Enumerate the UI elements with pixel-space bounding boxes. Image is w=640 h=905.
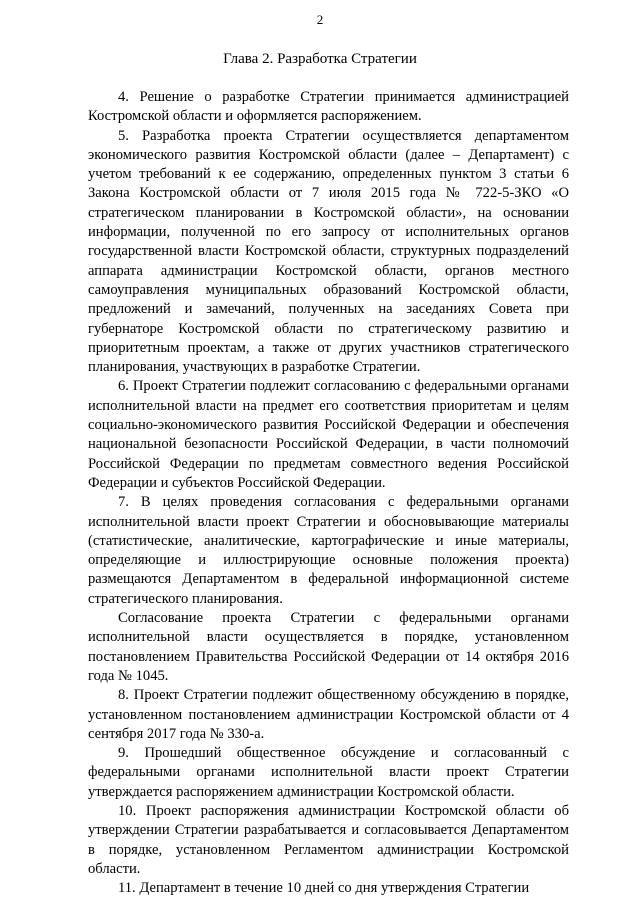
- paragraph-item-8: 8. Проект Стратегии подлежит общественному обсуждению в порядке, установленном постановлением администрации Костромской области от 4 сентября 2017 года № 330-а.: [88, 687, 569, 742]
- paragraph-item-6: 6. Проект Стратегии подлежит согласованию с федеральными органами исполнительной власти на предмет его соответствия приоритетам и целям социально-экономического развития Российской Федерации и обеспечения национальной безопасности Российской Федерации, в части полномочий Российской Федерации по предметам совместного ведения Российской Федерации и субъектов Российской Федерации.: [88, 378, 569, 491]
- paragraph-item-10: 10. Проект распоряжения администрации Костромской области об утверждении Стратегии разрабатывается и согласовывается Департаментом в порядке, установленном Регламентом администрации Костромской области.: [88, 802, 569, 877]
- paragraph-item-9: 9. Прошедший общественное обсуждение и согласованный с федеральными органами исполнительной власти проект Стратегии утверждается распоряжением администрации Костромской области.: [88, 745, 569, 800]
- page-number: 2: [316, 12, 324, 27]
- paragraph-approval-procedure: Согласование проекта Стратегии с федеральными органами исполнительной власти осуществляется в порядке, установленном постановлением Правительства Российской Федерации от 14 октября 2016 года № 1045.: [88, 610, 569, 684]
- paragraph-item-11: 11. Департамент в течение 10 дней со дня утверждения Стратегии: [118, 880, 530, 897]
- chapter-title: Глава 2. Разработка Стратегии: [223, 51, 417, 67]
- paragraph-item-5: 5. Разработка проекта Стратегии осуществляется департаментом экономического развития Костромской области (далее – Департамент) с учетом требований к ее содержанию, определенных пунктом 3 статьи 6 Закона Костромской области от 7 июля 2015 года № 722-5-ЗКО «О стратегическом планировании в Костромской области», на основании информации, полученной по его запросу от исполнительных органов государственной власти Костромской области, структурных подразделений аппарата администрации Костромской области, органов местного самоуправления муниципальных образований Костромской области, предложений и замечаний, полученных на заседаниях Совета при губернаторе Костромской области по стратегическому развитию и приоритетным проектам, а также от других участников стратегического планирования, участвующих в разработке Стратегии.: [88, 127, 569, 376]
- paragraph-item-4: 4. Решение о разработке Стратегии принимается администрацией Костромской области и оформляется распоряжением.: [88, 89, 569, 125]
- paragraph-item-7: 7. В целях проведения согласования с федеральными органами исполнительной власти проект Стратегии и обосновывающие материалы (статистические, аналитические, картографические и иные материалы, определяющие и иллюстрирующие основные положения проекта) размещаются Департаментом в федеральной информационной системе стратегического планирования.: [88, 494, 569, 607]
- document-body: [88, 88, 569, 898]
